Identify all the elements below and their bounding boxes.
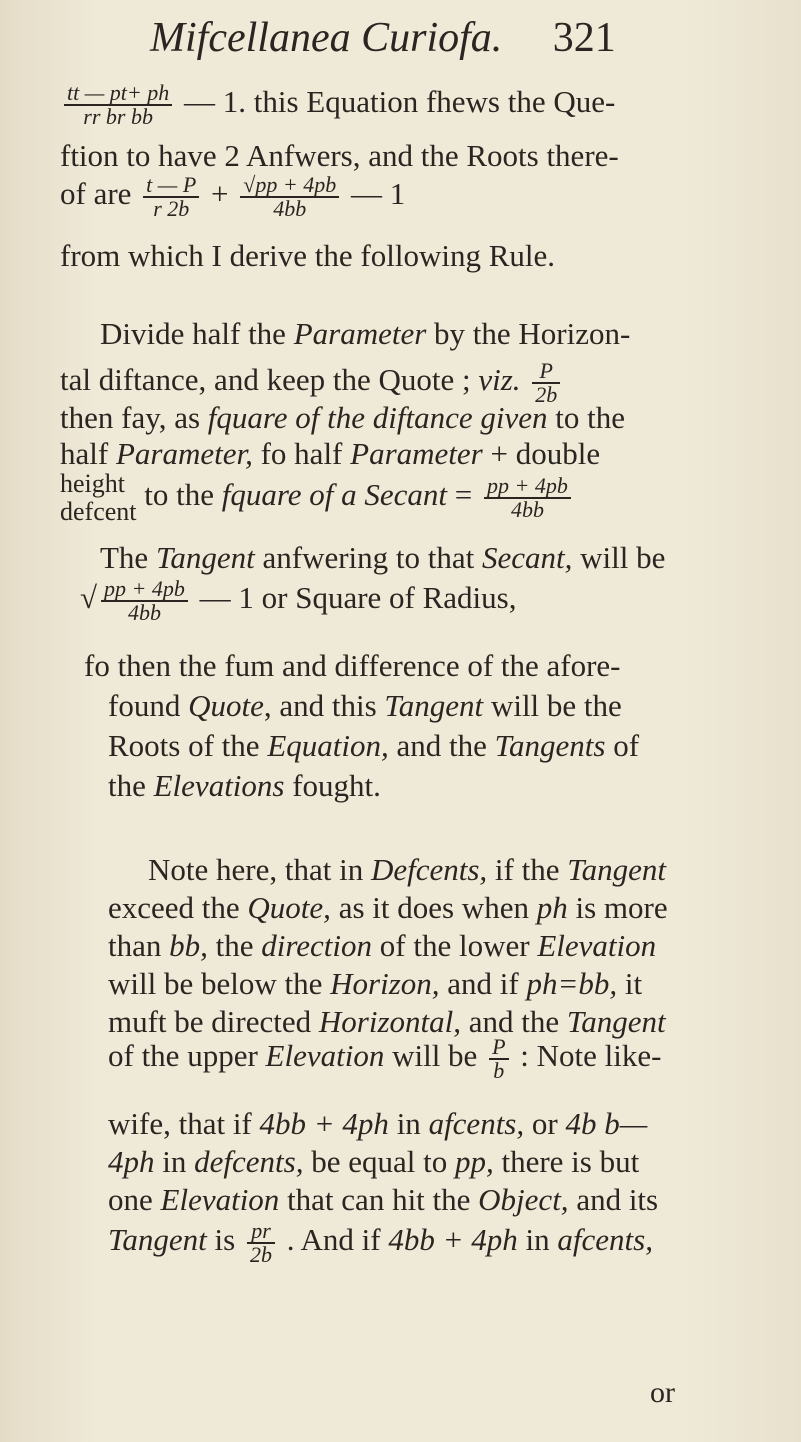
text-line-22: wife, that if 4bb + 4ph in afcents, or 4b b— <box>108 1106 648 1141</box>
text-line-2: ftion to have 2 Anfwers, and the Roots there- <box>60 138 619 173</box>
text-line-14: Roots of the Equation, and the Tangents of <box>108 728 640 763</box>
text-line-1: $\frac{tt — pt+ ph}{\text{rr br bb}}$ — 1. this Equation fhews the Que- <box>60 82 781 128</box>
text-line-24: one Elevation that can hit the Object, and its <box>108 1182 659 1217</box>
text-line-5: Divide half the Parameter by the Horizon- <box>100 316 631 351</box>
text-line-18: than bb, the direction of the lower Elevation <box>108 928 657 963</box>
fraction: $\frac{pp + 4pb}{4bb}$ <box>484 475 571 521</box>
text-line-19: will be below the Horizon, and if ph=bb, it <box>108 966 643 1001</box>
text-line-6: tal diftance, and keep the Quote ; viz. $\frac{P}{2b}$ <box>60 360 781 406</box>
text-line-21: of the upper Elevation will be $\frac{P}{b}$ : Note like- <box>108 1036 662 1083</box>
fraction: $\frac{√pp + 4pb}{4bb}$ <box>240 174 339 220</box>
text-line-25: Tangent is $\frac{pr}{2b}$ . And if 4bb + 4ph in afcents, <box>108 1220 653 1267</box>
fraction: $\frac{P}{b}$ <box>489 1036 508 1082</box>
text-line-7: then fay, as fquare of the diftance given to the <box>60 400 626 435</box>
stacked-words: height defcent <box>60 470 137 526</box>
text-line-3: of are $\frac{t — P}{r 2b}$ + $\frac{√pp + 4pb}{4bb}$ — 1 <box>60 174 406 221</box>
text-line-20: muft be directed Horizontal, and the Tangent <box>108 1004 666 1039</box>
text-line-13: found Quote, and this Tangent will be the <box>108 688 622 723</box>
page-title: Mifcellanea Curiofa. <box>150 15 503 61</box>
fraction: $\frac{tt — pt+ ph}{\text{rr br bb}}$ <box>64 82 172 128</box>
text-line-8: half Parameter, fo half Parameter + double <box>60 436 601 471</box>
fraction: $\frac{P}{2b}$ <box>532 360 560 406</box>
text-line-17: exceed the Quote, as it does when ph is more <box>108 890 668 925</box>
text-line-9: height defcent to the fquare of a Secant = $\frac{pp + 4pb}{4bb}$ <box>60 470 781 536</box>
fraction: $\frac{t — P}{r 2b}$ <box>143 174 199 220</box>
text-line-10: The Tangent anfwering to that Secant, will be <box>100 540 666 575</box>
text-line-23: 4ph in defcents, be equal to pp, there is but <box>108 1144 640 1179</box>
fraction: $\frac{pr}{2b}$ <box>247 1220 275 1266</box>
text-line-15: the Elevations fought. <box>108 768 381 803</box>
text-line-16: Note here, that in Defcents, if the Tangent <box>148 852 667 887</box>
running-header <box>150 14 616 62</box>
text-line-11: √ $\frac{pp + 4pb}{4bb}$ — 1 or Square of Radius, <box>80 578 517 625</box>
catchword: or <box>650 1376 675 1409</box>
fraction: $\frac{pp + 4pb}{4bb}$ <box>101 578 188 624</box>
page-number: 321 <box>552 15 616 61</box>
text-line-12: fo then the fum and difference of the afore- <box>84 648 621 683</box>
text-line-4: from which I derive the following Rule. <box>60 238 556 273</box>
